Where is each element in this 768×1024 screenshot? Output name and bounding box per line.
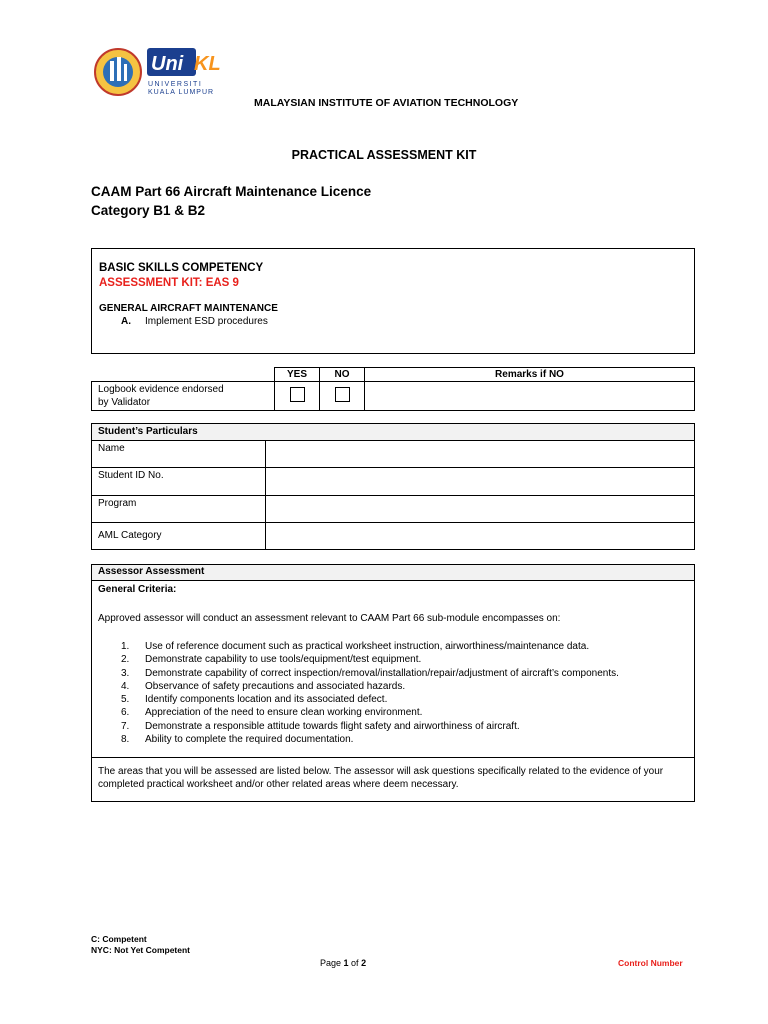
page-current: 1 [343, 958, 349, 968]
licence-line-1: CAAM Part 66 Aircraft Maintenance Licence [91, 184, 372, 199]
logbook-row-label [92, 382, 275, 411]
yes-checkbox[interactable] [290, 387, 305, 402]
licence-heading [91, 182, 371, 220]
institute-name: MALAYSIAN INSTITUTE OF AVIATION TECHNOLOGY [254, 97, 519, 109]
criteria-text: Demonstrate capability of correct inspection/removal/installation/repair/adjustment of aircraft’s components. [145, 667, 619, 679]
criteria-number: 8. [121, 734, 130, 746]
criteria-item [98, 733, 688, 746]
competency-item-letter: A. [121, 316, 131, 327]
criteria-item [98, 693, 688, 706]
program-field[interactable] [266, 496, 695, 523]
logo-kl-text: KL [194, 53, 221, 75]
page-number [320, 958, 366, 968]
assessment-intro: Approved assessor will conduct an assessment relevant to CAAM Part 66 sub-module encompasses on: [98, 613, 561, 624]
assessment-divider [92, 757, 694, 758]
criteria-number: 3. [121, 667, 130, 679]
yes-cell [275, 382, 320, 411]
assessment-kit-code: ASSESSMENT KIT: EAS 9 [99, 277, 239, 289]
page-of: of [348, 958, 362, 968]
criteria-number: 6. [121, 707, 130, 719]
blank-header-cell [92, 368, 275, 382]
criteria-text: Demonstrate a responsible attitude towards flight safety and airworthiness of aircraft. [145, 720, 520, 732]
criteria-item [98, 653, 688, 666]
licence-line-2: Category B1 & B2 [91, 203, 206, 218]
general-criteria-title: General Criteria: [98, 584, 177, 595]
page-total: 2 [361, 958, 367, 968]
page-prefix: Page [320, 958, 344, 968]
logo-uni-text: Uni [151, 53, 184, 75]
criteria-item [98, 706, 688, 719]
criteria-text: Ability to complete the required documentation. [145, 734, 354, 746]
criteria-number: 2. [121, 654, 130, 666]
control-number: Control Number [618, 958, 683, 968]
no-checkbox[interactable] [335, 387, 350, 402]
remarks-column-header: Remarks if NO [365, 368, 695, 382]
criteria-text: Use of reference document such as practical worksheet instruction, airworthiness/maintenance data. [145, 641, 590, 652]
remarks-field[interactable] [365, 382, 695, 411]
competency-item-text: Implement ESD procedures [145, 316, 268, 327]
legend-not-yet-competent: NYC: Not Yet Competent [91, 945, 191, 955]
program-label: Program [92, 496, 266, 523]
student-id-label: Student ID No. [92, 468, 266, 496]
legend-competent: C: Competent [91, 934, 147, 944]
document-title: PRACTICAL ASSESSMENT KIT [291, 148, 477, 162]
criteria-item [98, 680, 688, 693]
criteria-number: 5. [121, 694, 130, 706]
student-particulars-table [91, 423, 695, 550]
no-cell [320, 382, 365, 411]
criteria-list [98, 640, 688, 746]
logo-subtext: UNIVERSITI [148, 81, 203, 88]
criteria-number: 4. [121, 680, 130, 692]
competency-section: GENERAL AIRCRAFT MAINTENANCE [99, 303, 278, 314]
no-column-header: NO [320, 368, 365, 382]
name-label: Name [92, 441, 266, 468]
name-field[interactable] [266, 441, 695, 468]
assessor-assessment-box [91, 564, 695, 802]
student-particulars-header: Student’s Particulars [92, 424, 695, 441]
assessor-assessment-header: Assessor Assessment [92, 565, 694, 581]
competency-box [91, 248, 695, 354]
aml-category-label: AML Category [92, 523, 266, 550]
student-id-field[interactable] [266, 468, 695, 496]
logbook-label-line-2: by Validator [98, 397, 151, 408]
criteria-text: Appreciation of the need to ensure clean working environment. [145, 707, 423, 719]
competency-legend [91, 934, 190, 956]
criteria-number: 1. [121, 641, 130, 652]
criteria-item [98, 667, 688, 680]
assessment-areas-note: The areas that you will be assessed are listed below. The assessor will ask questions specifically related to the evidence of your completed practical worksheet and/or other related areas where deem necessary. [98, 766, 664, 791]
assessor-assessment-body [92, 581, 694, 746]
criteria-text: Identify components location and its associated defect. [145, 694, 388, 706]
criteria-item [98, 640, 688, 653]
criteria-item [98, 720, 688, 733]
yes-column-header: YES [275, 368, 320, 382]
aml-category-field[interactable] [266, 523, 695, 550]
criteria-text: Observance of safety precautions and associated hazards. [145, 680, 406, 692]
logo-subtext-2: KUALA LUMPUR [148, 89, 215, 96]
competency-item [121, 315, 694, 328]
logbook-table [91, 367, 695, 411]
criteria-text: Demonstrate capability to use tools/equipment/test equipment. [145, 654, 422, 666]
competency-title: BASIC SKILLS COMPETENCY [99, 262, 264, 274]
criteria-number: 7. [121, 720, 130, 732]
logbook-label-line-1: Logbook evidence endorsed [98, 384, 224, 395]
